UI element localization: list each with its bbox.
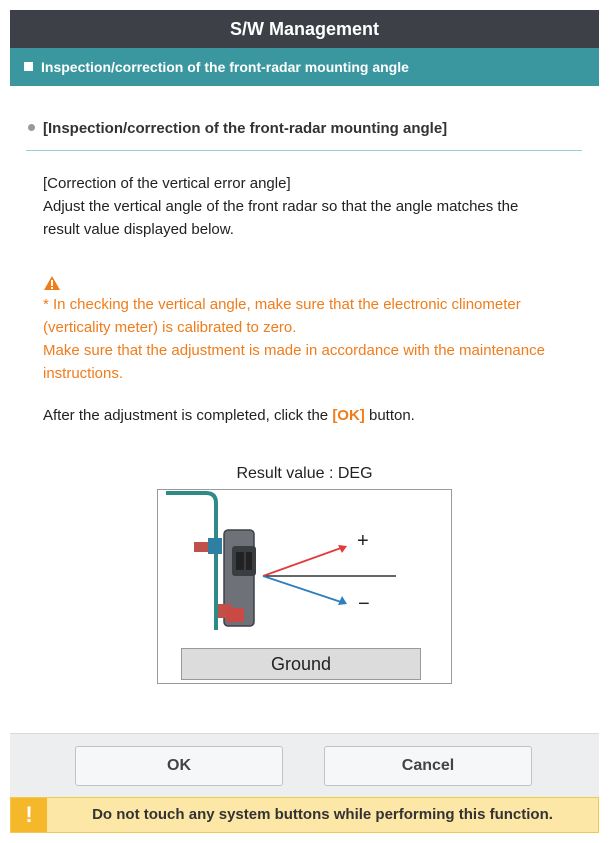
after-suffix: button. [364,407,415,424]
bullet-icon [28,124,35,131]
radar-angle-diagram [157,489,452,684]
instruction-line-1: [Correction of the vertical error angle] [43,175,291,192]
subtitle-bar [10,48,599,86]
warning-line-4: instructions. [43,365,124,382]
notice-text: Do not touch any system buttons while performing this function. [92,806,553,823]
exclamation-icon: ! [11,798,47,832]
window-title: S/W Management [10,10,599,48]
section-heading [26,120,582,151]
subtitle-text: Inspection/correction of the front-radar mounting angle [41,59,409,75]
section-heading-text: [Inspection/correction of the front-radar mounting angle] [43,120,448,137]
ok-button[interactable]: OK [75,746,283,786]
instruction-line-3: result value displayed below. [43,221,234,238]
radar-illustration [158,490,451,640]
after-prefix: After the adjustment is completed, click the [43,407,333,424]
button-panel [10,733,599,798]
after-adjustment-text [43,404,415,427]
warning-line-1: * In checking the vertical angle, make sure that the electronic clinometer [43,296,521,313]
ok-mark: [OK] [332,407,365,424]
plus-sign: + [357,530,369,552]
square-bullet-icon [24,62,33,71]
minus-sign: − [358,593,370,615]
warning-text [43,293,583,385]
instruction-line-2: Adjust the vertical angle of the front radar so that the angle matches the [43,198,519,215]
result-value-label: Result value : DEG [236,465,373,482]
ground-indicator: Ground [181,648,421,680]
notice-bar [10,797,599,833]
warning-line-2: (verticality meter) is calibrated to zero. [43,319,297,336]
cancel-button[interactable]: Cancel [324,746,532,786]
warning-triangle-icon [43,275,61,291]
warning-line-3: Make sure that the adjustment is made in accordance with the maintenance [43,342,545,359]
